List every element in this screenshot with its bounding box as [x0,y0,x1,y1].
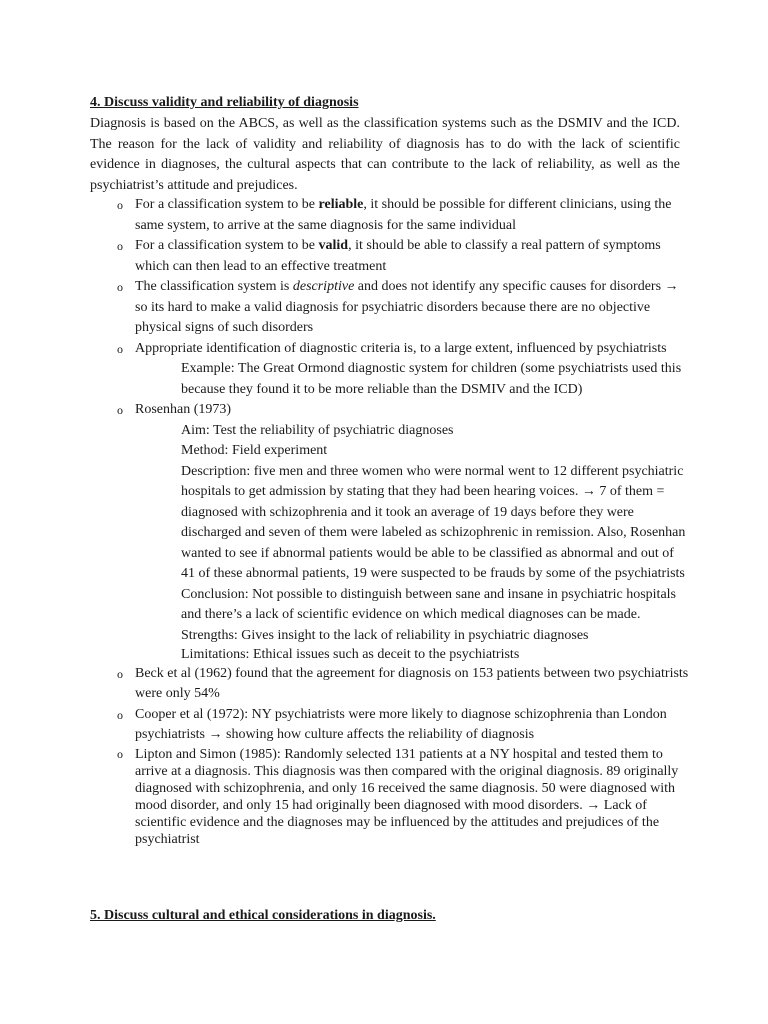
bullet-icon: o [117,666,123,681]
study-method: Method: Field experiment [181,443,328,458]
section-5-heading: 5. Discuss cultural and ethical considerations in diagnosis. [90,908,436,923]
item-text: Beck et al (1962) found that the agreement for diagnosis on 153 patients between two psychiatrists were only 54% [135,665,689,701]
study-aim: Aim: Test the reliability of psychiatric diagnoses [181,422,454,438]
arrow-icon: → [208,727,223,742]
study-title: Rosenhan (1973) [135,402,232,417]
intro-paragraph: Diagnosis is based on the ABCS, as well as the classification systems such as the DSMIV and the ICD. The reason for the lack of validity and reliability of diagnosis has to do with the lack of scientific evidence in diagnoses, the cultural aspects that can contribute to the lack of reliability, as well as the psychiatrist’s attitude and prejudices. [90,116,680,193]
list-item-criteria [90,339,690,401]
term-descriptive: descriptive [292,279,355,294]
study-strengths: Strengths: Gives insight to the lack of reliability in psychiatric diagnoses [181,627,589,643]
section-4-heading: 4. Discuss validity and reliability of diagnosis [90,95,359,110]
list-item-lipton [90,746,690,848]
bullet-icon: o [117,341,123,356]
list-item-beck [90,664,690,705]
list-item-cooper [90,705,690,746]
item-text: Lack of scientific evidence and the diagnoses may be influenced by the attitudes and prejudices of the psychiatrist [135,797,660,847]
arrow-icon: → [586,797,601,813]
bullet-icon: o [117,239,123,253]
item-text: showing how culture affects the reliability of diagnosis [222,727,535,742]
list-item-descriptive [90,277,690,339]
term-valid: valid [318,238,349,253]
study-limitations: Limitations: Ethical issues such as deceit to the psychiatrists [181,646,520,662]
item-text: Lipton and Simon (1985): Randomly selected 131 patients at a NY hospital and tested them to arrive at a diagnosis. This diagnosis was then compared with the original diagnosis. 89 originally diagnosed with schizophrenia, and only 16 received the same diagnosis. 50 were diagnosed with mood disorder, and only 15 had originally been diagnosed with mood disorders. [135,746,679,813]
study-description [135,462,690,585]
item-text: The classification system is [135,279,293,294]
item-text: so its hard to make a valid diagnosis for psychiatric disorders because there are no objective physical signs of such disorders [135,299,651,335]
study-conclusion: Conclusion: Not possible to distinguish between sane and insane in psychiatric hospitals and there’s a lack of scientific evidence on which medical diagnoses can be made. [181,586,676,622]
arrow-icon: → [581,484,596,499]
bullet-icon: o [117,707,123,722]
description-text: 7 of them = diagnosed with schizophrenia and it took an average of 19 days before they were discharged and seven of them were labeled as schizophrenic in remission. Also, Rosenhan wanted to see if abnormal patients would be able to be classified as abnormal and out of 41 of these abnormal patients, 19 were suspected to be frauds by some of the psychiatrists [181,484,686,581]
bullet-icon: o [117,746,123,761]
bullet-icon: o [117,198,123,212]
bullet-icon: o [117,280,123,294]
item-text: , it should be possible for different clinicians, using the same system, to arrive at the same diagnosis for the same individual [135,197,672,233]
term-reliable: reliable [318,197,364,212]
arrow-icon: → [664,279,679,294]
item-text: Cooper et al (1972): NY psychiatrists were more likely to diagnose schizophrenia than London psychiatrists [135,706,667,742]
example-text: Example: The Great Ormond diagnostic system for children (some psychiatrists used this because they found it to be more reliable than the DSMIV and the ICD) [181,361,682,397]
list-item-valid [90,236,690,277]
item-text: , it should be able to classify a real pattern of symptoms which can then lead to an effective treatment [135,238,661,274]
list-item-rosenhan [90,400,690,664]
list-item-reliable [90,195,690,236]
bullet-icon: o [117,403,123,417]
item-text: and does not identify any specific causes for disorders [354,279,665,294]
item-text: Appropriate identification of diagnostic criteria is, to a large extent, influenced by psychiatrists [135,340,667,356]
description-text: Description: five men and three women who were normal went to 12 different psychiatric hospitals to get admission by stating that they had been hearing voices. [181,463,684,499]
item-text: For a classification system to be [135,238,319,253]
item-text: For a classification system to be [135,197,319,212]
bullet-list [90,195,690,848]
